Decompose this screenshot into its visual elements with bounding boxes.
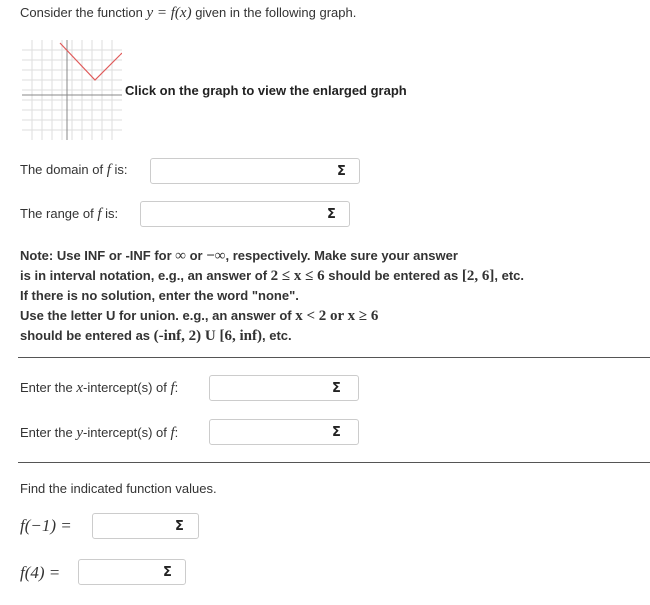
range-label: The range of f is: <box>20 206 119 222</box>
y-intercept-label: Enter the y-intercept(s) of f: <box>20 425 179 441</box>
domain-equation-editor-icon[interactable]: Σ <box>337 164 346 179</box>
divider-2 <box>18 462 650 463</box>
note-line-2: is in interval notation, e.g., an answer of 2 ≤ x ≤ 6 should be entered as [2, 6], etc. <box>20 268 525 284</box>
note-line-5: should be entered as (-inf, 2) U [6, inf), etc. <box>20 328 292 344</box>
note-line-4: Use the letter U for union. e.g., an answer of x < 2 or x ≥ 6 <box>20 308 379 324</box>
note-line-3: If there is no solution, enter the word "none". <box>20 288 299 303</box>
range-input[interactable] <box>140 201 350 227</box>
y-intercept-equation-editor-icon[interactable]: Σ <box>332 425 341 440</box>
x-intercept-equation-editor-icon[interactable]: Σ <box>332 381 341 396</box>
note-line-1: Note: Use INF or -INF for ∞ or −∞, respectively. Make sure your answer <box>20 248 458 264</box>
domain-input[interactable] <box>150 158 360 184</box>
f-neg1-equation-editor-icon[interactable]: Σ <box>175 519 184 534</box>
domain-label: The domain of f is: <box>20 162 128 178</box>
graph-thumbnail[interactable] <box>22 40 122 140</box>
divider-1 <box>18 357 650 358</box>
function-values-title: Find the indicated function values. <box>20 481 217 496</box>
f-neg1-label: f(−1) = <box>20 516 72 535</box>
f-4-equation-editor-icon[interactable]: Σ <box>163 565 172 580</box>
f-4-label: f(4) = <box>20 563 61 582</box>
enlarge-graph-link[interactable]: Click on the graph to view the enlarged graph <box>125 83 407 98</box>
x-intercept-label: Enter the x-intercept(s) of f: <box>20 380 179 396</box>
intro-text: Consider the function y = f(x) given in the following graph. <box>20 5 357 21</box>
range-equation-editor-icon[interactable]: Σ <box>327 207 336 222</box>
instructions-note <box>20 246 640 346</box>
